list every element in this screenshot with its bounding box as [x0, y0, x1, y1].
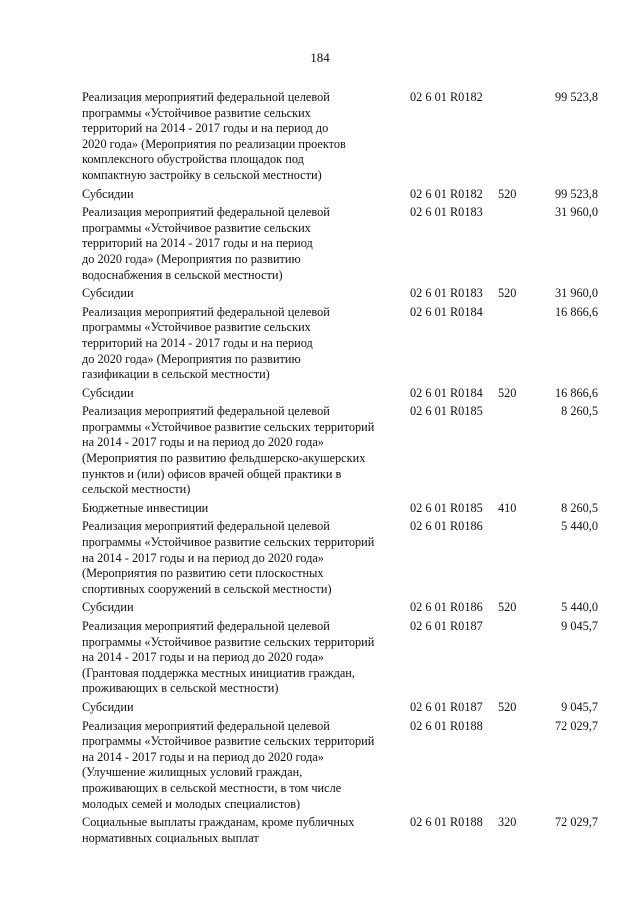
table-row: [0, 187, 640, 203]
row-amount: 31 960,0: [554, 286, 598, 301]
row-expense-type: 520: [498, 699, 517, 714]
row-code: 02 6 01 R0182: [410, 90, 483, 104]
row-expense-type: 410: [498, 500, 517, 515]
table-row: [0, 286, 640, 302]
row-description: Бюджетные инвестиции: [82, 500, 209, 515]
row-code: 02 6 01 R0186: [410, 600, 483, 615]
row-code: 02 6 01 R0188: [410, 718, 483, 733]
table-row: [0, 205, 640, 283]
row-expense-type: 520: [498, 186, 517, 201]
row-expense-type: 520: [498, 385, 517, 400]
table-row: [0, 700, 640, 716]
row-code: 02 6 01 R0182: [410, 186, 483, 201]
row-description: Реализация мероприятий федеральной целевой программы «Устойчивое развитие сельских территорий на 2014 - 2017 годы и на период до 2020 года» (Грантовая поддержка местных инициатив граждан, проживающих в сельской местности): [82, 619, 375, 696]
row-code: 02 6 01 R0185: [410, 404, 483, 419]
row-code: 02 6 01 R0186: [410, 519, 483, 534]
row-description: Реализация мероприятий федеральной целевой программы «Устойчивое развитие сельских территорий на 2014 - 2017 годы и на период до 2020 года» (Мероприятия по развитию водоснабжения в сельской местности): [82, 205, 330, 282]
row-amount: 99 523,8: [554, 90, 598, 104]
row-description: Реализация мероприятий федеральной целевой программы «Устойчивое развитие сельских территорий на 2014 - 2017 годы и на период до 2020 года» (Мероприятия по развитию фельдшерско-акушерских пунктов и (или) офисов врачей общей практики в сельской местности): [82, 404, 375, 497]
row-amount: 9 045,7: [561, 619, 598, 633]
row-description: Реализация мероприятий федеральной целевой программы «Устойчивое развитие сельских территорий на 2014 - 2017 годы и на период до 2020 года» (Мероприятия по реализации проектов комплексного обустройства площадок под компактную застройку в сельской местности): [82, 90, 346, 182]
row-description: Субсидии: [82, 699, 134, 714]
row-code: 02 6 01 R0187: [410, 699, 483, 714]
row-description: Реализация мероприятий федеральной целевой программы «Устойчивое развитие сельских территорий на 2014 - 2017 годы и на период до 2020 года» (Улучшение жилищных условий граждан, проживающих в сельской местности, в том числе молодых семей и молодых специалистов): [82, 718, 375, 811]
row-amount: 16 866,6: [554, 385, 598, 400]
row-amount: 72 029,7: [554, 718, 598, 733]
row-code: 02 6 01 R0184: [410, 385, 483, 400]
row-description: Социальные выплаты гражданам, кроме публичных нормативных социальных выплат: [82, 815, 355, 845]
row-code: 02 6 01 R0184: [410, 304, 483, 319]
row-code: 02 6 01 R0183: [410, 205, 483, 220]
table-row: [0, 815, 640, 846]
table-row: [0, 501, 640, 517]
row-code: 02 6 01 R0183: [410, 286, 483, 301]
row-description: Субсидии: [82, 186, 134, 201]
table-row: [0, 90, 640, 184]
table-row: [0, 305, 640, 383]
row-description: Реализация мероприятий федеральной целевой программы «Устойчивое развитие сельских территорий на 2014 - 2017 годы и на период до 2020 года» (Мероприятия по развитию сети плоскостных спортивных сооружений в сельской местности): [82, 519, 375, 596]
budget-table: [0, 90, 640, 846]
table-row: [0, 719, 640, 813]
row-amount: 72 029,7: [554, 815, 598, 830]
row-code: 02 6 01 R0185: [410, 500, 483, 515]
row-amount: 8 260,5: [561, 404, 598, 419]
row-expense-type: 520: [498, 600, 517, 615]
row-amount: 5 440,0: [561, 600, 598, 615]
row-amount: 16 866,6: [554, 304, 598, 319]
row-description: Субсидии: [82, 385, 134, 400]
row-description: Субсидии: [82, 600, 134, 615]
row-amount: 99 523,8: [554, 186, 598, 201]
row-code: 02 6 01 R0187: [410, 619, 483, 633]
row-description: Субсидии: [82, 286, 134, 301]
row-expense-type: 520: [498, 286, 517, 301]
row-expense-type: 320: [498, 815, 517, 830]
row-amount: 8 260,5: [561, 500, 598, 515]
table-row: [0, 519, 640, 597]
table-row: [0, 404, 640, 498]
page-number: 184: [310, 50, 330, 65]
row-amount: 31 960,0: [554, 205, 598, 220]
table-row: [0, 619, 640, 697]
row-description: Реализация мероприятий федеральной целевой программы «Устойчивое развитие сельских территорий на 2014 - 2017 годы и на период до 2020 года» (Мероприятия по развитию газификации в сельской местности): [82, 304, 330, 382]
row-code: 02 6 01 R0188: [410, 815, 483, 830]
table-row: [0, 386, 640, 402]
table-row: [0, 600, 640, 616]
row-amount: 5 440,0: [561, 519, 598, 534]
row-amount: 9 045,7: [561, 699, 598, 714]
